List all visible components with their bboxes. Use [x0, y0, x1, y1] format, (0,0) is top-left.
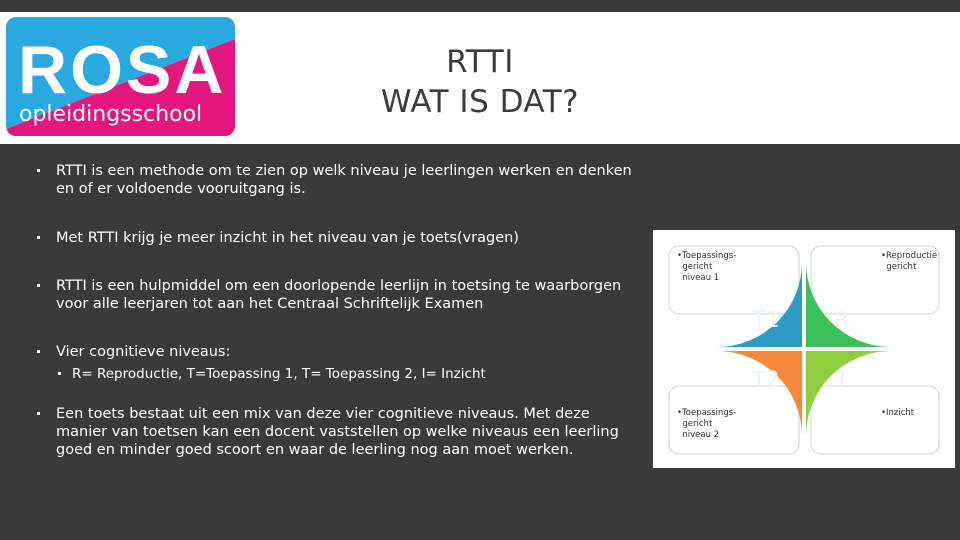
callout-top-right-text: •Reproductie: [881, 251, 938, 261]
quadrant-label-t2: T2: [752, 368, 780, 393]
bullet-item: RTTI is een methode om te zien op welk niveau je leerlingen werken en denken en of er voldoende vooruitgang is.: [36, 162, 636, 198]
title-line-1: RTTI: [446, 44, 514, 80]
rtti-diagram: [653, 230, 955, 468]
callout-top-right-text: gericht: [881, 262, 917, 272]
callout-top-left-text: •Toepassings-: [677, 251, 737, 261]
logo-wordmark: ROSA: [18, 32, 227, 108]
header-bar: [0, 12, 960, 144]
quadrant-label-r: R: [834, 308, 850, 333]
callout-bottom-right: [811, 386, 939, 454]
rosa-logo: [6, 17, 235, 136]
logo-subtitle: opleidingsschool: [19, 102, 203, 127]
bullet-item: Een toets bestaat uit een mix van deze vier cognitieve niveaus. Met deze manier van toetsen kan een docent vaststellen op welke niveaus een leerling goed en minder goed scoort en waar de leerling nog aan moet werken.: [36, 405, 636, 459]
bullet-item: Met RTTI krijg je meer inzicht in het niveau van je toets(vragen): [36, 229, 636, 247]
quadrant-label-t1: T1: [752, 308, 780, 333]
sub-bullet-item: R= Reproductie, T=Toepassing 1, T= Toepassing 2, I= Inzicht: [36, 365, 636, 383]
callout-top-left-text: niveau 1: [677, 273, 720, 283]
callout-bottom-right-text: •Inzicht: [881, 408, 915, 418]
bullet-item: Vier cognitieve niveaus:: [36, 343, 636, 361]
callout-bottom-left-text: •Toepassings-: [677, 408, 737, 418]
bullet-list: [36, 162, 636, 459]
quadrant-label-i: I: [838, 368, 846, 393]
bullet-item: RTTI is een hulpmiddel om een doorlopende leerlijn in toetsing te waarborgen voor alle leerjaren tot aan het Centraal Schriftelijk Examen: [36, 277, 636, 313]
callout-bottom-left-text: gericht: [677, 419, 713, 429]
callout-top-left-text: gericht: [677, 262, 713, 272]
bullet-group: [36, 343, 636, 383]
page-title: [330, 42, 630, 122]
title-line-2: WAT IS DAT?: [380, 84, 580, 120]
callout-bottom-left-text: niveau 2: [677, 430, 720, 440]
